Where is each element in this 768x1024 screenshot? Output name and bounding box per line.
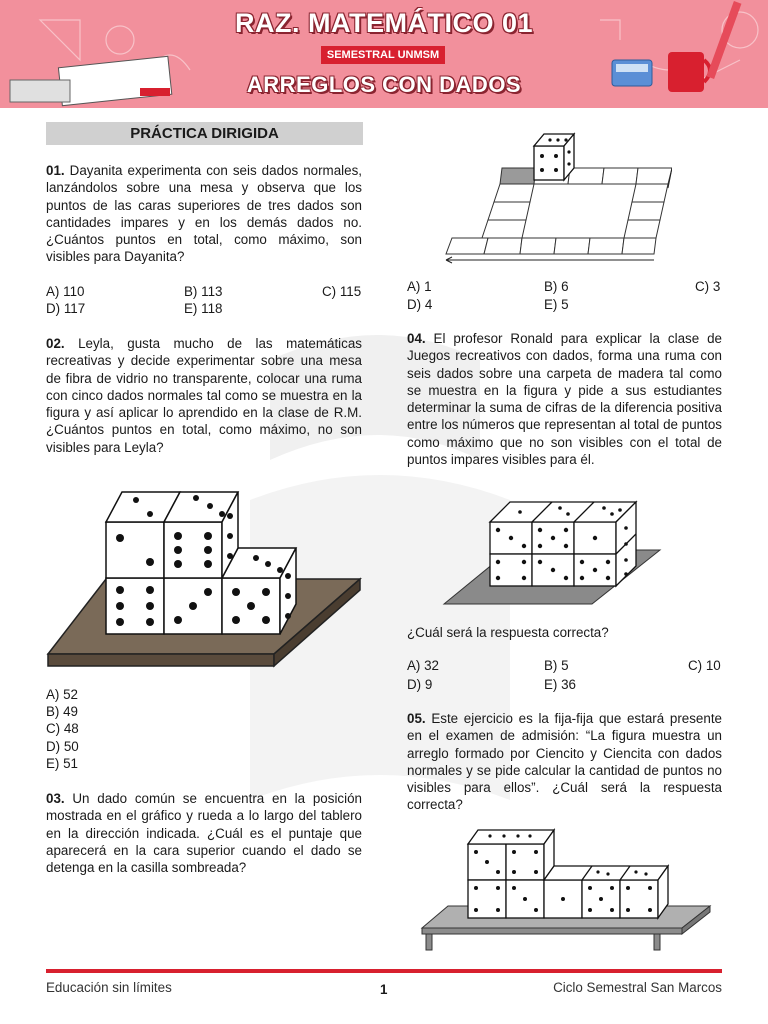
q3-option-b: B) 6 [544,279,569,294]
q1-option-e: E) 118 [184,301,223,316]
question-5-text: Este ejercicio es la fija-fija que estará presente en el examen de admisión: “La figura muestra un arreglo formado por Ciencito y Ciencita con dados normales y se pide calcular la cantidad de puntos no visibles para ellos”. ¿Cuál será la respuesta correcta? [407,711,722,813]
figure-dice-stack-five [46,486,364,672]
figure-dice-stack-six [440,498,670,608]
q1-option-b: B) 113 [184,284,223,299]
q4-option-d: D) 9 [407,677,433,692]
q2-option-d: D) 50 [46,739,79,754]
question-5-number: 05. [407,711,426,726]
footer-slogan: Educación sin límites [46,980,172,995]
question-1 [46,162,362,266]
question-3 [46,790,362,876]
question-2-number: 02. [46,336,65,351]
question-4-prompt: ¿Cuál será la respuesta correcta? [407,625,609,640]
q3-option-a: A) 1 [407,279,432,294]
page-number: 1 [380,982,388,997]
page-header [0,0,768,108]
q2-option-a: A) 52 [46,687,79,702]
question-4-number: 04. [407,331,426,346]
question-2-text: Leyla, gusta mucho de las matemáticas recreativas y decide experimentar sobre una mesa de fibra de vidrio no transparente, colocar una ruma con cinco dados normales tal como se muestra en la figura y así aplicar lo aprendido en la clase de R.M. ¿Cuántos puntos en total, como máximo, no son visibles para Leyla? [46,336,362,455]
q4-option-b: B) 5 [544,658,569,673]
footer-cycle: Ciclo Semestral San Marcos [553,980,722,995]
q3-option-e: E) 5 [544,297,569,312]
q2-option-e: E) 51 [46,756,79,771]
q2-option-b: B) 49 [46,704,79,719]
q3-option-c: C) 3 [695,279,721,294]
q1-option-c: C) 115 [322,284,362,299]
course-badge: SEMESTRAL UNMSM [321,46,445,64]
footer-divider [46,969,722,973]
section-title: PRÁCTICA DIRIGIDA [46,122,363,145]
question-3-number: 03. [46,791,65,806]
page-subtitle: ARREGLOS CON DADOS [246,72,522,97]
question-1-number: 01. [46,163,65,178]
q1-option-a: A) 110 [46,284,85,299]
q2-option-c: C) 48 [46,721,79,736]
q1-option-d: D) 117 [46,301,86,316]
question-5 [407,710,722,814]
question-2 [46,335,362,456]
q4-option-c: C) 10 [688,658,721,673]
q4-option-e: E) 36 [544,677,577,692]
question-4 [407,330,722,468]
question-4-text: El profesor Ronald para explicar la clase de Juegos recreativos con dados, forma una ruma con seis dados sobre una carpeta de madera tal como se muestra en la figura y pide a sus estudiantes determinar la suma de cifras de la diferencia positiva entre los números que representan al total de puntos como máximo que no son visibles con el total de puntos impares visibles para él. [407,331,722,468]
figure-dice-table [418,826,714,952]
page-title: RAZ. MATEMÁTICO 01 [235,8,533,38]
question-1-text: Dayanita experimenta con seis dados normales, lanzándolos sobre una mesa y observa que los puntos de las caras superiores de tres dados son cantidades impares y en los demás dados no. ¿Cuántos puntos en total, como máximo, son visibles para Dayanita? [46,163,362,265]
question-3-text: Un dado común se encuentra en la posición mostrada en el gráfico y rueda a lo largo del tablero en la dirección indicada. ¿Cuál es el puntaje que aparecerá en la cara superior cuando el dado se detenga en la casilla sombreada? [46,791,362,876]
figure-board-path [432,128,672,268]
q4-option-a: A) 32 [407,658,440,673]
q3-option-d: D) 4 [407,297,433,312]
